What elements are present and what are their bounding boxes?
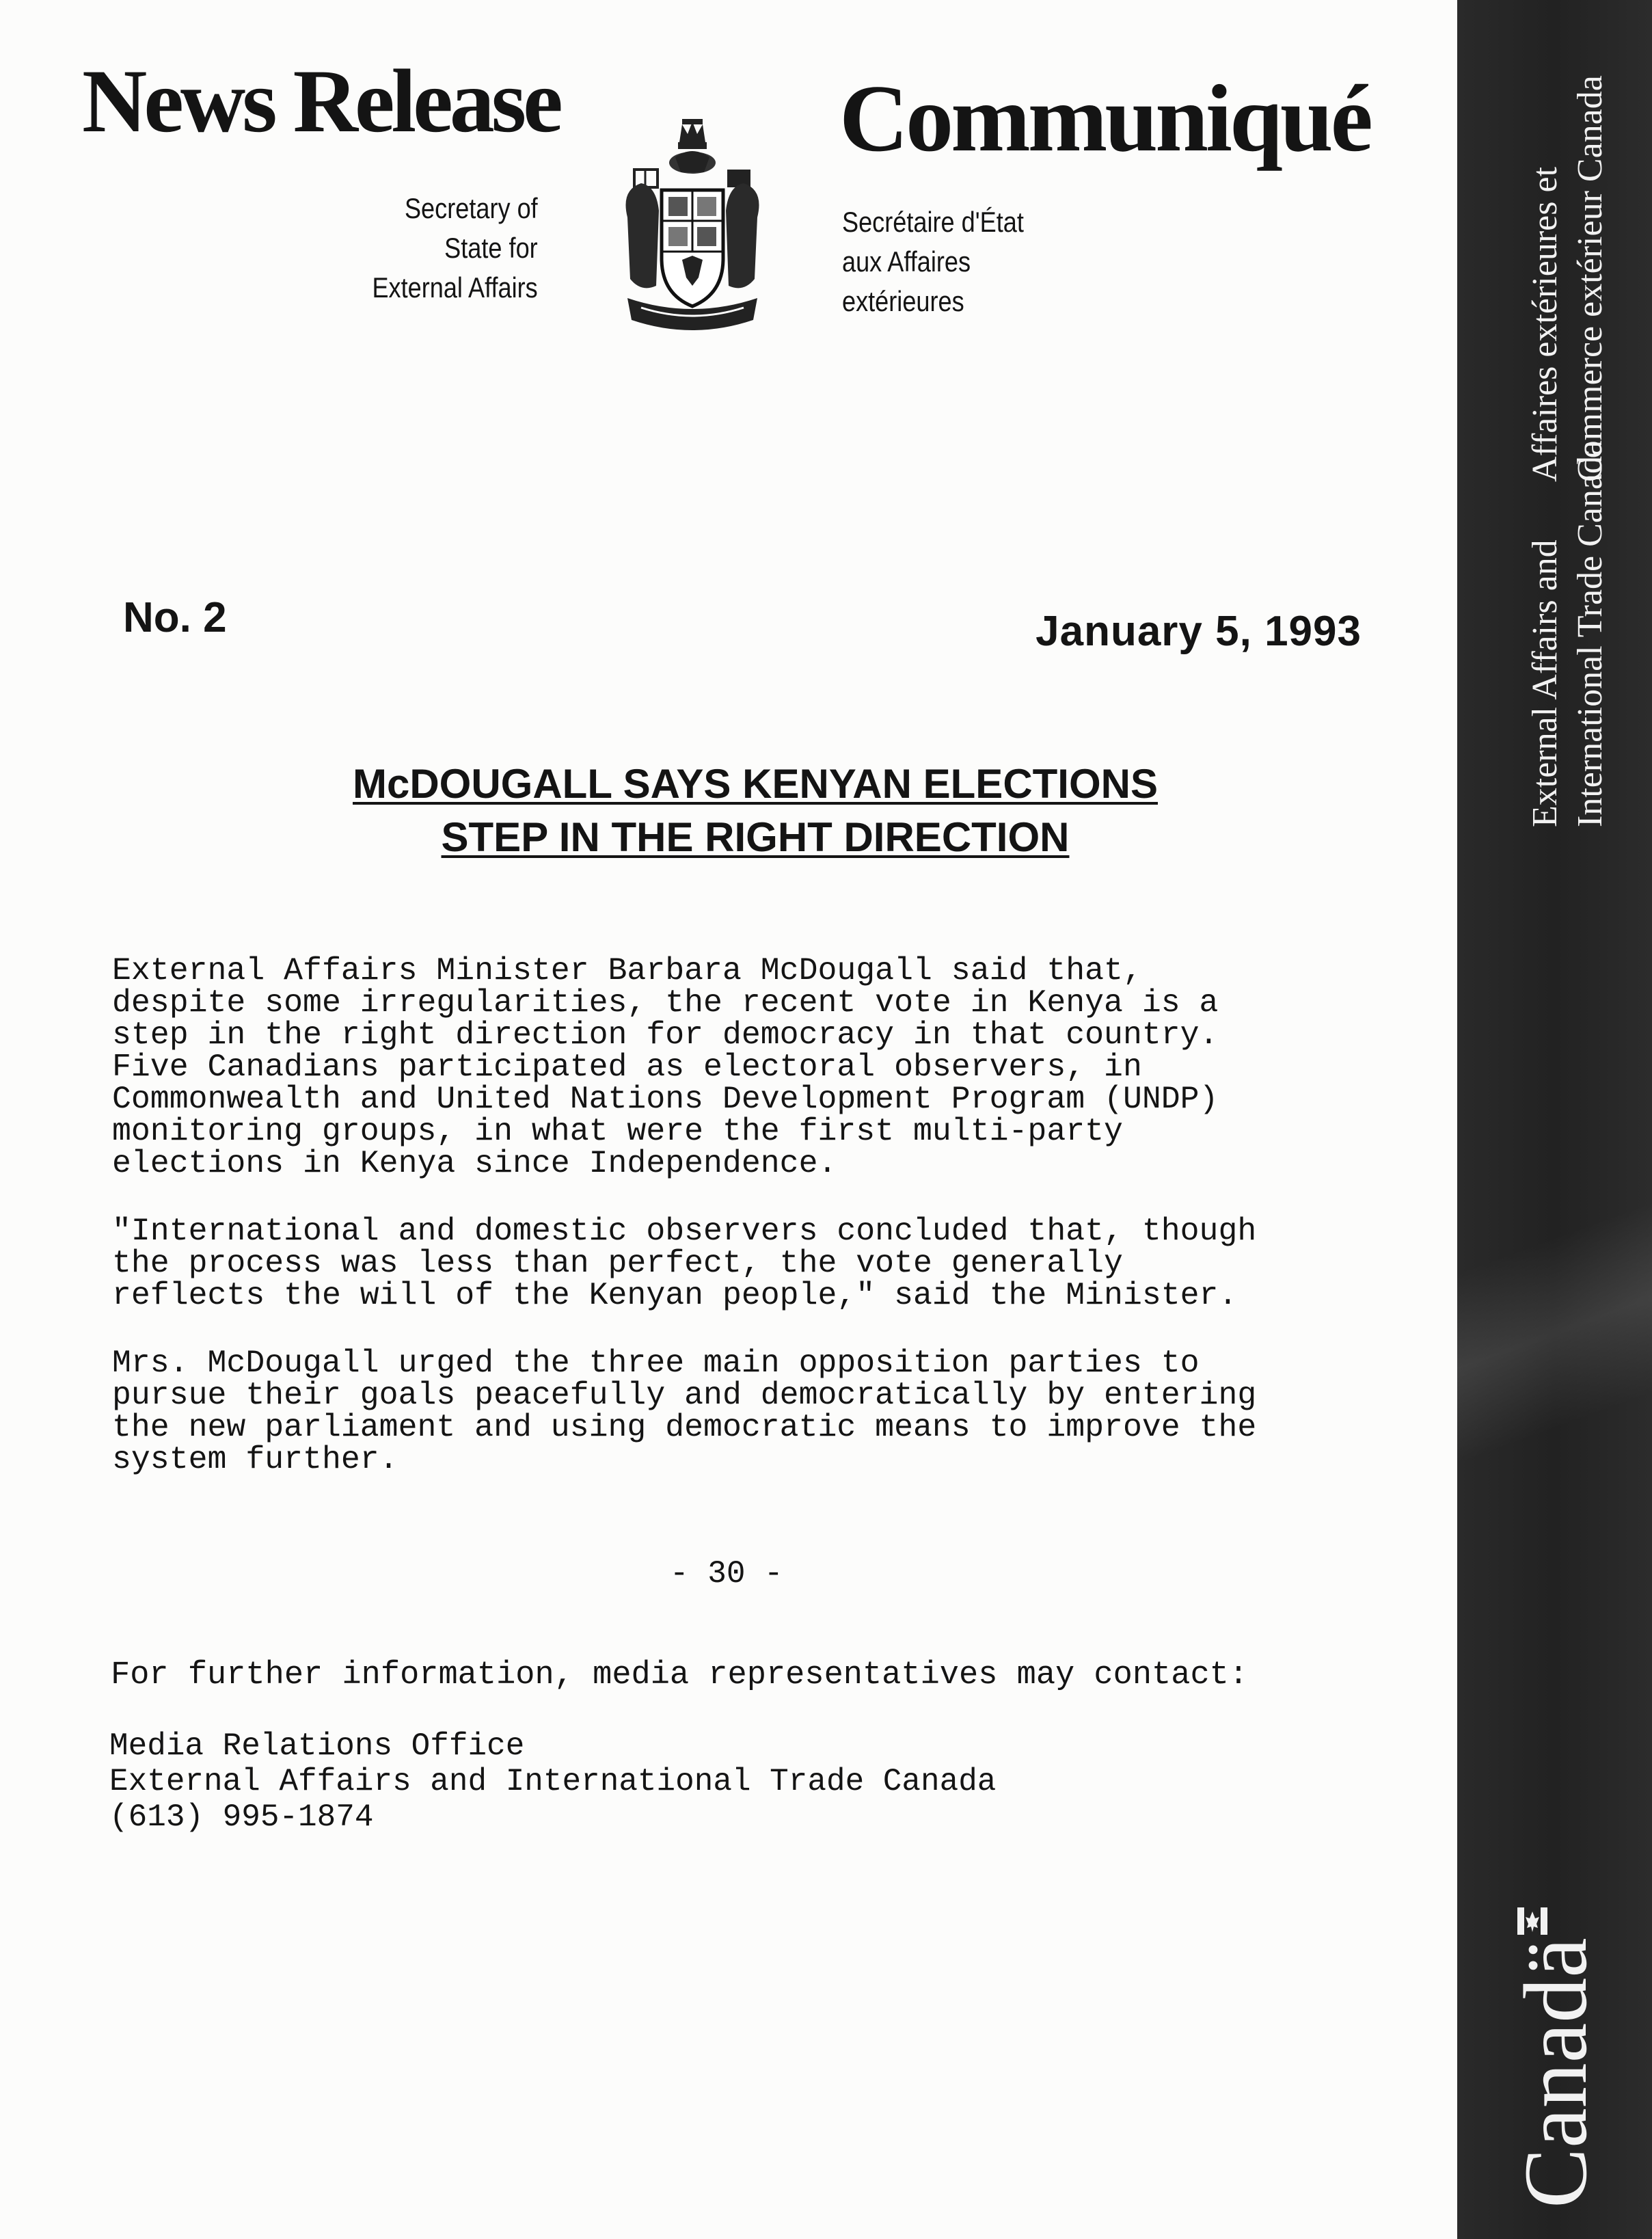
release-number: No. 2 (123, 594, 227, 641)
headline-line-2: STEP IN THE RIGHT DIRECTION (441, 814, 1070, 860)
body-paragraph-3: Mrs. McDougall urged the three main opposition parties to pursue their goals peacefully and democratically by entering the new parliament and using democratic means to improve the system further. (112, 1345, 1257, 1477)
news-release-title: News Release (82, 51, 560, 151)
canada-flag-icon (1517, 1907, 1547, 1935)
department-name-french (1523, 75, 1613, 482)
secretary-of-state-subtitle (373, 189, 538, 308)
department-line: International Trade Canada (1571, 440, 1610, 827)
contact-block (109, 1728, 996, 1835)
sidebar-band-highlight (1457, 1128, 1652, 1538)
department-name-english (1523, 440, 1613, 827)
end-mark: - 30 - (670, 1556, 783, 1592)
subtitle-line: State for (444, 232, 538, 264)
headline-line-1: McDOUGALL SAYS KENYAN ELECTIONS (353, 761, 1158, 807)
subtitle-line: extérieures (842, 285, 964, 317)
subtitle-line: External Affairs (372, 271, 538, 304)
contact-intro: For further information, media representatives may contact: (111, 1657, 1249, 1693)
body-paragraph-1: External Affairs Minister Barbara McDougall said that, despite some irregularities, the recent vote in Kenya is a step in the right direction for democracy in that country. Five Canadians participated as electoral observers, in Commonwealth and United Nations Development Program (UNDP) monitoring groups, in what were the first multi-party elections in Kenya since Independence. (112, 952, 1219, 1181)
contact-office: Media Relations Office (109, 1728, 525, 1764)
body-paragraph-2: "International and domestic observers concluded that, though the process was less than perfect, the vote generally reflects the will of the Kenyan people," said the Minister. (112, 1213, 1257, 1313)
communique-title: Communiqué (839, 66, 1370, 172)
release-date: January 5, 1993 (1035, 608, 1362, 655)
secretaire-etat-subtitle (842, 202, 1024, 321)
coat-of-arms-icon (614, 115, 771, 334)
subtitle-line: aux Affaires (842, 245, 971, 278)
canada-wordmark: Canadä (1505, 1938, 1606, 2208)
contact-phone: (613) 995-1874 (109, 1799, 374, 1835)
headline (205, 757, 1305, 864)
subtitle-line: Secretary of (405, 192, 538, 224)
department-line: Affaires extérieures et (1526, 166, 1565, 482)
department-line: Commerce extérieur Canada (1571, 75, 1610, 482)
department-line: External Affairs and (1526, 539, 1565, 827)
subtitle-line: Secrétaire d'État (842, 206, 1024, 238)
body-text (112, 954, 1377, 1511)
contact-department: External Affairs and International Trade Canada (109, 1764, 997, 1799)
